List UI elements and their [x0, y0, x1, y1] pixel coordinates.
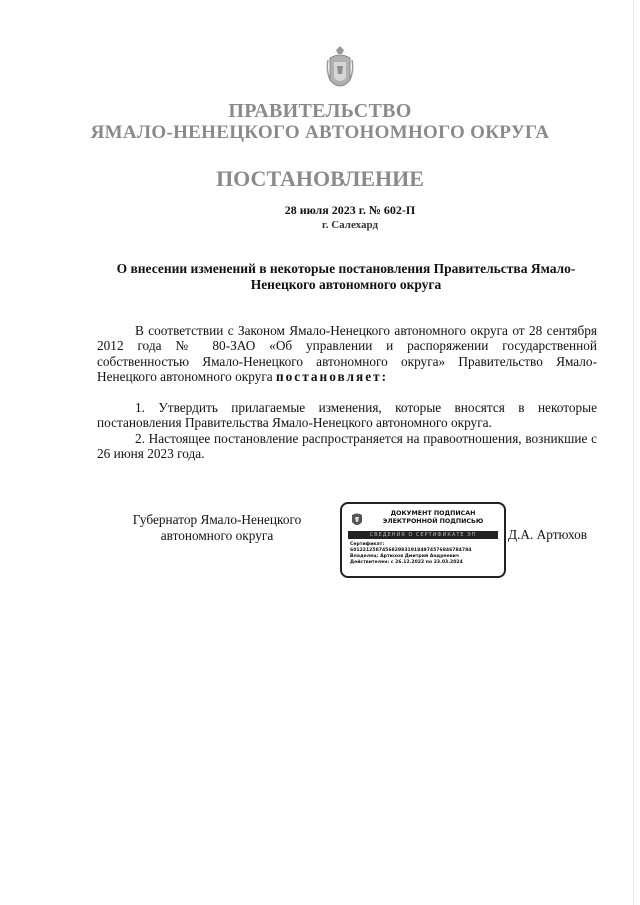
signatory-name: Д.А. Артюхов	[508, 527, 588, 542]
stamp-heading: ДОКУМЕНТ ПОДПИСАН ЭЛЕКТРОННОЙ ПОДПИСЬЮ	[382, 510, 484, 525]
paragraph-item-2: 2. Настоящее постановление распространяется на правоотношения, возникшие с 26 июня 2023 года.	[97, 431, 597, 462]
stamp-info	[350, 542, 502, 566]
paragraph-item-1: 1. Утвердить прилагаемые изменения, которые вносятся в некоторые постановления Правительства Ямало-Ненецкого автономного округа.	[97, 400, 597, 431]
seal-icon	[350, 512, 364, 528]
electronic-signature-stamp	[340, 502, 506, 578]
cert-value: 60122125874568298319184974576846784784	[350, 548, 472, 553]
cert-validity: Действителен: с 26.12.2022 по 23.03.2024	[350, 560, 463, 565]
date-number: 28 июля 2023 г. № 602-П	[284, 203, 416, 217]
document-subject: О внесении изменений в некоторые постановления Правительства Ямало-Ненецкого автономного округа	[116, 261, 576, 292]
page-edge	[633, 0, 634, 905]
decree-verb: постановляет:	[276, 369, 389, 385]
signatory-title: Губернатор Ямало-Ненецкого автономного округа	[132, 512, 302, 543]
region-title: ЯМАЛО-НЕНЕЦКОГО АВТОНОМНОГО ОКРУГА	[90, 122, 550, 143]
government-title: ПРАВИТЕЛЬСТВО	[228, 100, 412, 122]
document-type: ПОСТАНОВЛЕНИЕ	[216, 166, 424, 191]
preamble-text: В соответствии с Законом Ямало-Ненецкого автономного округа от 28 сентября 2012 года № 80-ЗАО «Об управлении и распоряжении государственной собственностью Ямало-Ненецкого автономного округа» Правительство Ямало-Ненецкого автономного округа	[97, 323, 597, 385]
coat-of-arms-icon	[326, 46, 354, 94]
cert-owner: Владелец: Артюхов Дмитрий Андреевич	[350, 554, 460, 559]
stamp-bar: СВЕДЕНИЯ О СЕРТИФИКАТЕ ЭП	[348, 531, 498, 539]
cert-label: Сертификат:	[350, 542, 385, 547]
place: г. Салехард	[321, 219, 379, 231]
paragraph-preamble	[97, 323, 597, 385]
